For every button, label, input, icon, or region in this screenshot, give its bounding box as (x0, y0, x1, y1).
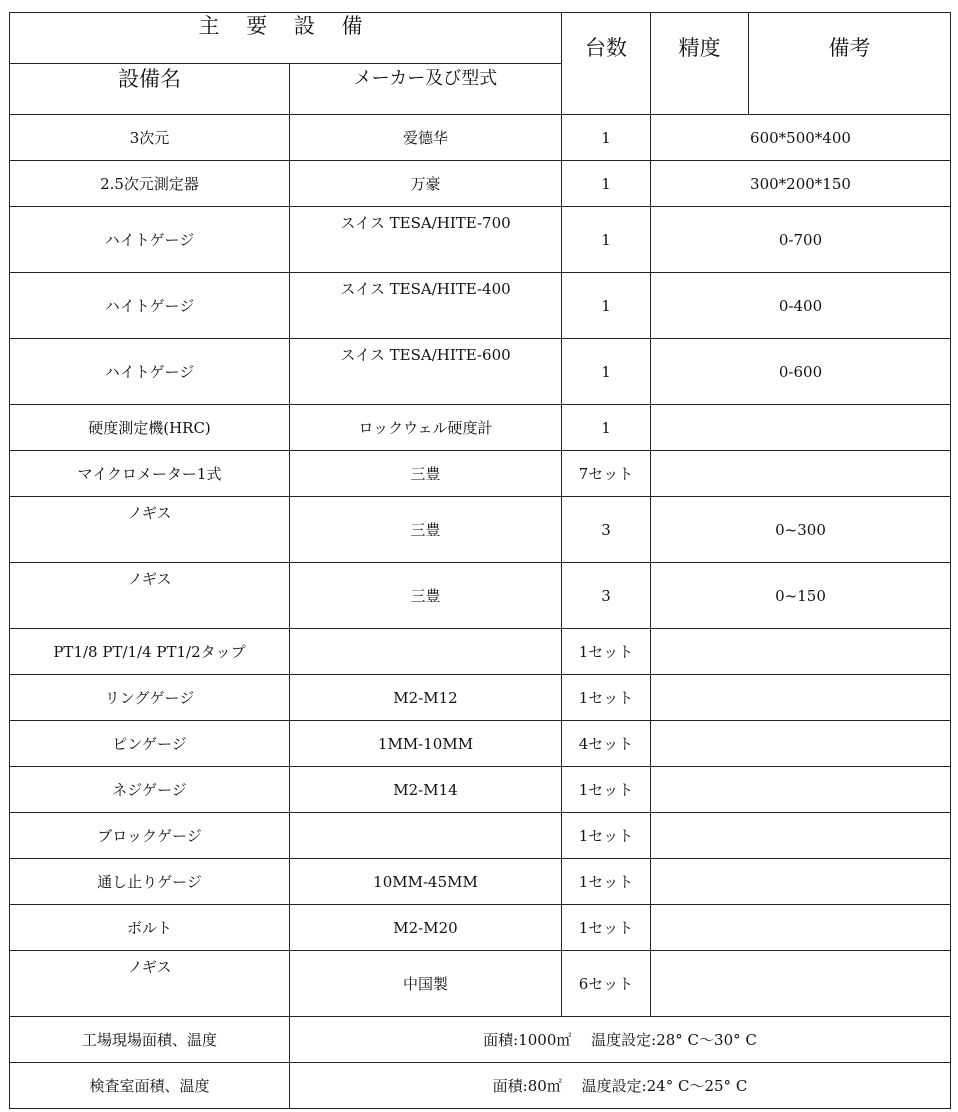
table-row (10, 207, 951, 273)
maker-model (290, 629, 562, 675)
table-row (10, 115, 951, 161)
precision-notes: 600*500*400 (651, 115, 951, 161)
equipment-name: ハイトゲージ (10, 339, 290, 405)
unit-count: 3 (562, 563, 651, 629)
maker-model: スイス TESA/HITE-700 (290, 207, 562, 273)
table-row (10, 497, 951, 563)
precision-notes: 0-400 (651, 273, 951, 339)
unit-count: 1セット (562, 767, 651, 813)
col-header-notes: 備考 (749, 13, 951, 115)
maker-model: 爱德华 (290, 115, 562, 161)
equipment-name: ハイトゲージ (10, 207, 290, 273)
equipment-name: 硬度測定機(HRC) (10, 405, 290, 451)
table-row (10, 859, 951, 905)
equipment-name: ノギス (10, 497, 290, 563)
footer-value: 面積:1000㎡ 温度設定:28° C～30° C (290, 1017, 951, 1063)
unit-count: 1セット (562, 859, 651, 905)
table-row (10, 563, 951, 629)
precision-cell (651, 629, 951, 675)
precision-notes: 0-700 (651, 207, 951, 273)
footer-row (10, 1063, 951, 1109)
maker-model: M2-M14 (290, 767, 562, 813)
precision-notes: 0-600 (651, 339, 951, 405)
unit-count: 1セット (562, 675, 651, 721)
unit-count: 1セット (562, 629, 651, 675)
table-row (10, 405, 951, 451)
unit-count: 1 (562, 405, 651, 451)
unit-count: 1 (562, 115, 651, 161)
unit-count: 3 (562, 497, 651, 563)
equipment-name: 2.5次元測定器 (10, 161, 290, 207)
equipment-name: リングゲージ (10, 675, 290, 721)
precision-notes: 300*200*150 (651, 161, 951, 207)
precision-cell (651, 813, 951, 859)
col-header-maker: メーカー及び型式 (290, 64, 562, 115)
unit-count: 1セット (562, 813, 651, 859)
unit-count: 1 (562, 207, 651, 273)
maker-model: 万豪 (290, 161, 562, 207)
precision-cell (651, 721, 951, 767)
precision-cell (651, 675, 951, 721)
equipment-name: ノギス (10, 563, 290, 629)
equipment-name: ハイトゲージ (10, 273, 290, 339)
unit-count: 1 (562, 161, 651, 207)
col-header-count: 台数 (562, 13, 651, 115)
equipment-name: ブロックゲージ (10, 813, 290, 859)
unit-count: 4セット (562, 721, 651, 767)
maker-model: 1MM-10MM (290, 721, 562, 767)
maker-model: スイス TESA/HITE-600 (290, 339, 562, 405)
table-row (10, 273, 951, 339)
equipment-name: 3次元 (10, 115, 290, 161)
table-row (10, 951, 951, 1017)
equipment-name: ノギス (10, 951, 290, 1017)
precision-notes: 0~150 (651, 563, 951, 629)
precision-cell (651, 767, 951, 813)
maker-model: ロックウェル硬度計 (290, 405, 562, 451)
unit-count: 7セット (562, 451, 651, 497)
unit-count: 1 (562, 339, 651, 405)
col-header-precision: 精度 (651, 13, 749, 115)
maker-model (290, 813, 562, 859)
maker-model: 三豊 (290, 497, 562, 563)
maker-model: 三豊 (290, 451, 562, 497)
equipment-name: ネジゲージ (10, 767, 290, 813)
maker-model: 三豊 (290, 563, 562, 629)
table-row (10, 629, 951, 675)
unit-count: 6セット (562, 951, 651, 1017)
precision-cell (651, 951, 951, 1017)
unit-count: 1セット (562, 905, 651, 951)
table-row (10, 813, 951, 859)
unit-count: 1 (562, 273, 651, 339)
precision-cell (651, 451, 951, 497)
equipment-name: ピンゲージ (10, 721, 290, 767)
table-row (10, 675, 951, 721)
equipment-name: マイクロメーター1式 (10, 451, 290, 497)
table-row (10, 161, 951, 207)
table-title: 主 要 設 備 (10, 13, 562, 64)
table-row (10, 767, 951, 813)
precision-notes: 0~300 (651, 497, 951, 563)
precision-cell (651, 859, 951, 905)
equipment-table (9, 12, 951, 1109)
maker-model: スイス TESA/HITE-400 (290, 273, 562, 339)
col-header-name: 設備名 (10, 64, 290, 115)
equipment-name: PT1/8 PT/1/4 PT1/2タップ (10, 629, 290, 675)
table-row (10, 905, 951, 951)
maker-model: 10MM-45MM (290, 859, 562, 905)
maker-model: M2-M12 (290, 675, 562, 721)
precision-cell (651, 905, 951, 951)
table-row (10, 339, 951, 405)
maker-model: 中国製 (290, 951, 562, 1017)
footer-value: 面積:80㎡ 温度設定:24° C～25° C (290, 1063, 951, 1109)
precision-cell (651, 405, 951, 451)
maker-model: M2-M20 (290, 905, 562, 951)
equipment-name: ボルト (10, 905, 290, 951)
table-row (10, 721, 951, 767)
footer-label: 工場現場面積、温度 (10, 1017, 290, 1063)
footer-label: 検査室面積、温度 (10, 1063, 290, 1109)
footer-row (10, 1017, 951, 1063)
table-row (10, 451, 951, 497)
equipment-name: 通し止りゲージ (10, 859, 290, 905)
